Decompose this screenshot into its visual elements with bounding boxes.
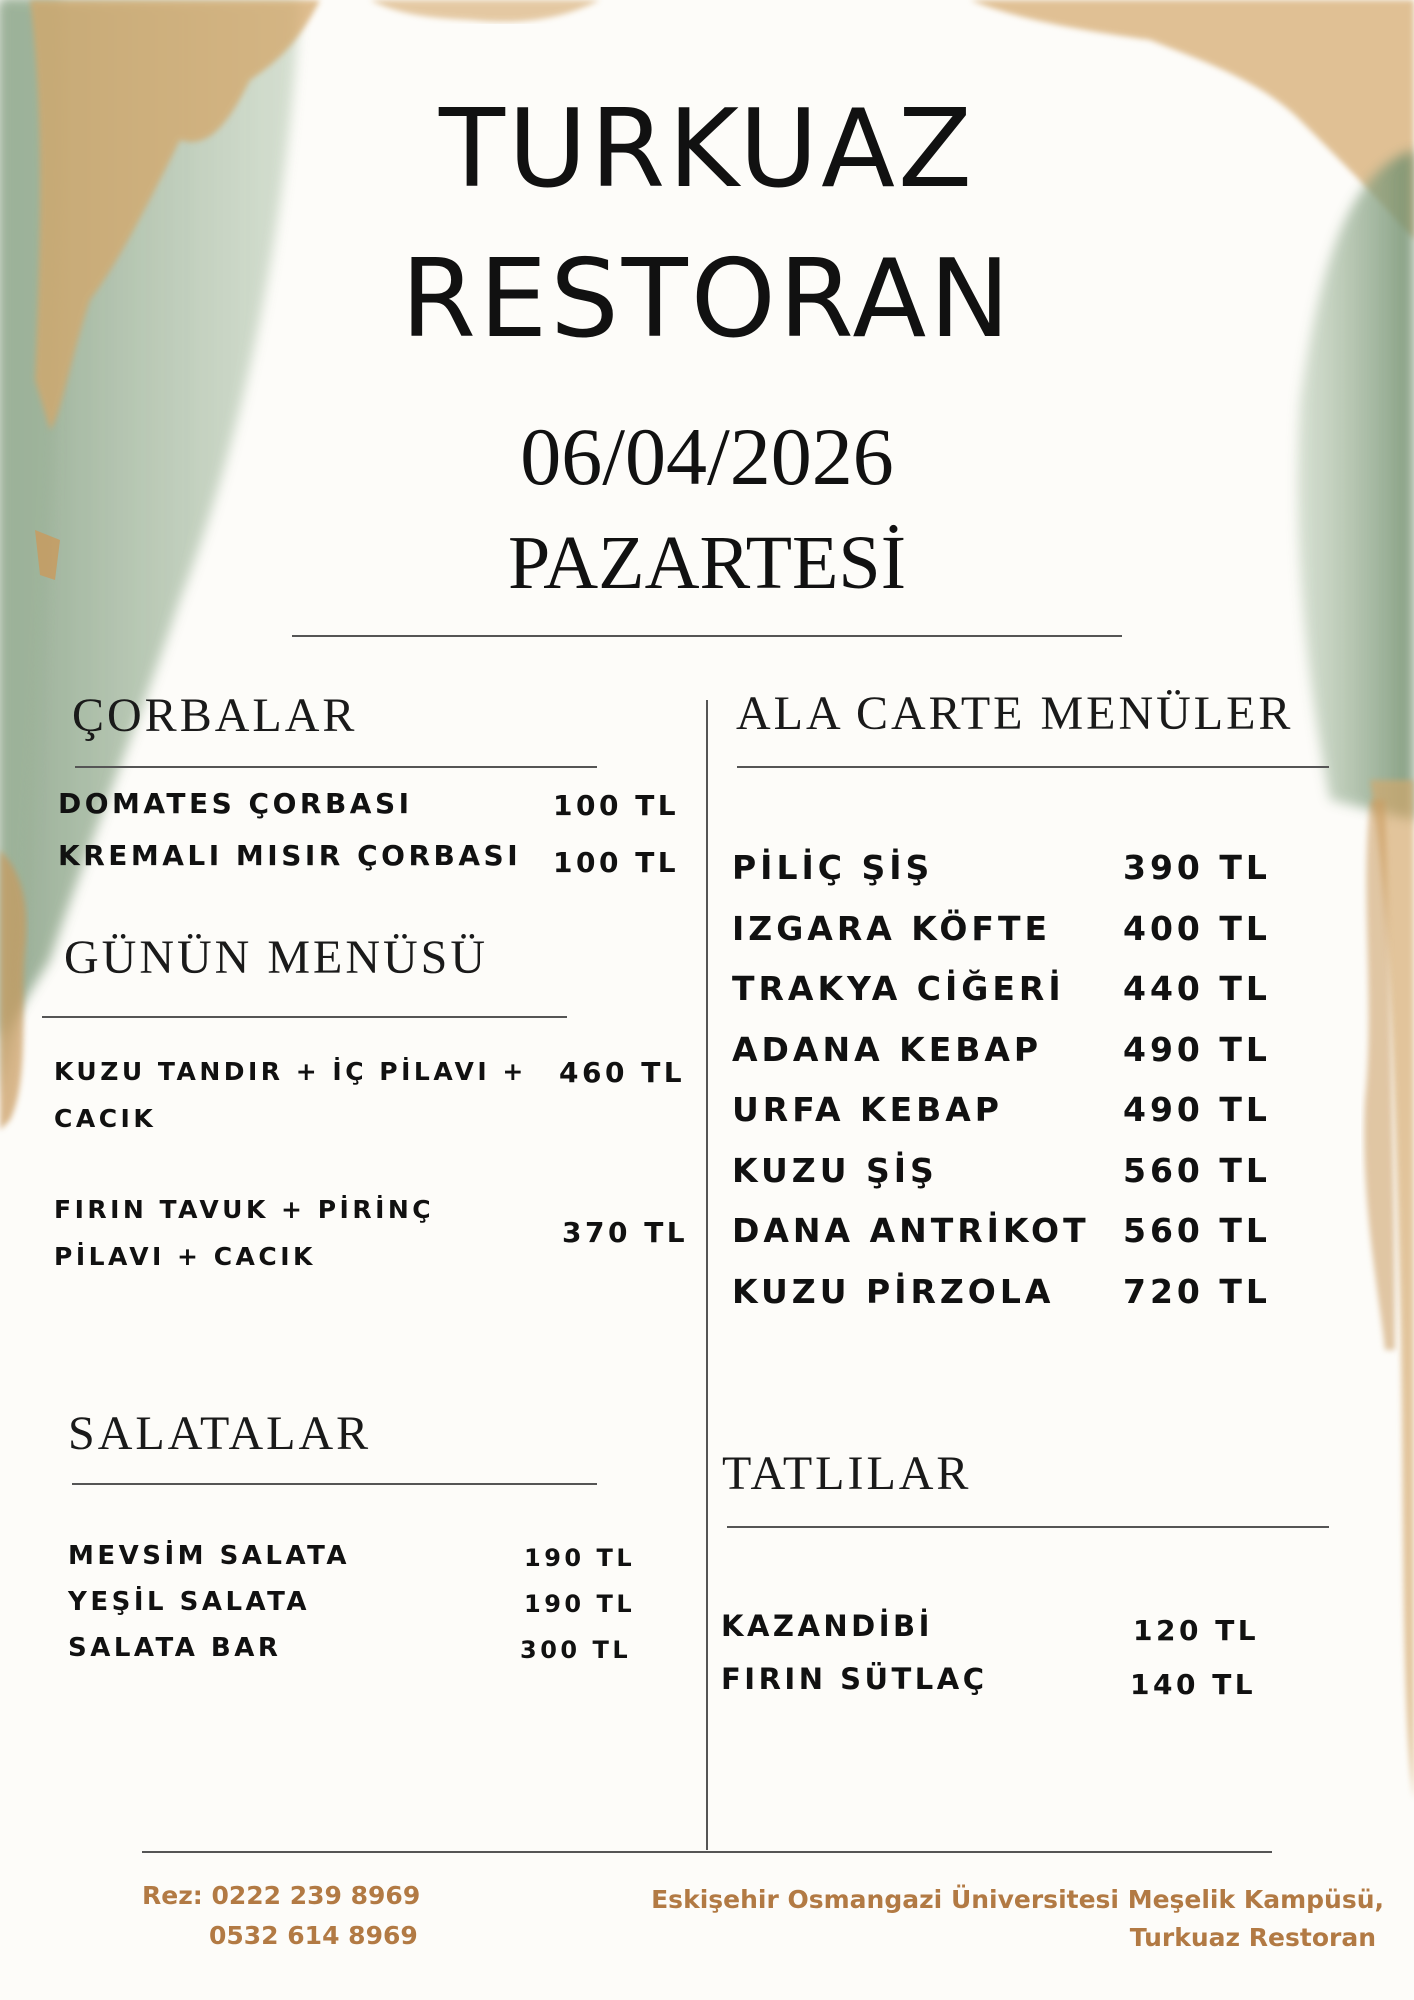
menu-item-price: 190 TL: [524, 1590, 636, 1618]
address-line1: Eskişehir Osmangazi Üniversitesi Meşelik Kampüsü,: [651, 1885, 1384, 1914]
menu-item-price: 490 TL: [1123, 1090, 1271, 1129]
footer-divider: [142, 1851, 1272, 1853]
menu-item-price: 400 TL: [1123, 908, 1271, 948]
address-line2: Turkuaz Restoran: [1129, 1923, 1376, 1952]
menu-date: 06/04/2026: [520, 411, 894, 502]
section-title-gunun-menusu: GÜNÜN MENÜSÜ: [64, 931, 489, 984]
menu-item-price: 100 TL: [553, 846, 680, 879]
menu-item-name: FIRIN TAVUK + PİRİNÇ: [54, 1195, 435, 1224]
header-divider: [292, 635, 1122, 637]
menu-item-name: KAZANDİBİ: [721, 1609, 933, 1643]
section-title-ala-carte: ALA CARTE MENÜLER: [736, 687, 1294, 740]
menu-item-name: ADANA KEBAP: [732, 1029, 1043, 1069]
section-title-corbalar: ÇORBALAR: [72, 689, 358, 742]
menu-item-price: 720 TL: [1123, 1271, 1271, 1311]
menu-day: PAZARTESİ: [507, 521, 907, 605]
menu-item-price: 490 TL: [1123, 1029, 1271, 1069]
menu-item-name: URFA KEBAP: [732, 1090, 1003, 1129]
menu-item-name: MEVSİM SALATA: [68, 1541, 350, 1571]
menu-item-name: SALATA BAR: [68, 1633, 282, 1663]
reservation-phone-mobile: 0532 614 8969: [209, 1921, 418, 1950]
menu-item-name: PİLAVI + CACIK: [54, 1242, 316, 1271]
menu-item-price: 140 TL: [1130, 1668, 1257, 1701]
menu-item-name: CACIK: [54, 1104, 157, 1133]
section-title-salatalar: SALATALAR: [68, 1407, 372, 1460]
menu-item-price: 560 TL: [1123, 1211, 1271, 1250]
menu-item-name: KUZU ŞİŞ: [732, 1150, 938, 1190]
menu-item-name: YEŞİL SALATA: [68, 1587, 310, 1617]
menu-item-price: 120 TL: [1133, 1614, 1260, 1647]
menu-item-name: PİLİÇ ŞİŞ: [732, 848, 934, 887]
section-divider: [72, 1483, 597, 1485]
menu-item-name: KUZU TANDIR + İÇ PİLAVI +: [54, 1057, 527, 1086]
section-divider: [727, 1526, 1329, 1528]
section-divider: [42, 1016, 567, 1018]
column-divider: [706, 700, 708, 1850]
menu-item-price: 190 TL: [524, 1544, 636, 1572]
section-divider: [75, 766, 597, 768]
menu-item-price: 560 TL: [1123, 1150, 1271, 1190]
menu-item-name: FIRIN SÜTLAÇ: [721, 1662, 988, 1696]
menu-item-price: 100 TL: [553, 789, 680, 822]
reservation-phone: Rez: 0222 239 8969: [142, 1881, 421, 1910]
menu-item-name: TRAKYA CİĞERİ: [732, 969, 1065, 1008]
menu-item-name: KREMALI MISIR ÇORBASI: [58, 839, 522, 872]
menu-item-price: 460 TL: [559, 1056, 686, 1089]
menu-item-name: KUZU PİRZOLA: [732, 1271, 1055, 1311]
menu-item-name: DANA ANTRİKOT: [732, 1211, 1090, 1250]
menu-item-price: 390 TL: [1123, 848, 1271, 887]
menu-item-name: DOMATES ÇORBASI: [58, 787, 413, 820]
menu-item-name: IZGARA KÖFTE: [732, 908, 1052, 948]
menu-item-price: 370 TL: [562, 1216, 689, 1249]
restaurant-name-line1: TURKUAZ: [439, 87, 975, 212]
section-divider: [737, 766, 1329, 768]
section-title-tatlilar: TATLILAR: [722, 1447, 972, 1500]
menu-item-price: 300 TL: [520, 1636, 632, 1664]
menu-item-price: 440 TL: [1123, 969, 1271, 1008]
restaurant-name-line2: RESTORAN: [400, 237, 1014, 362]
